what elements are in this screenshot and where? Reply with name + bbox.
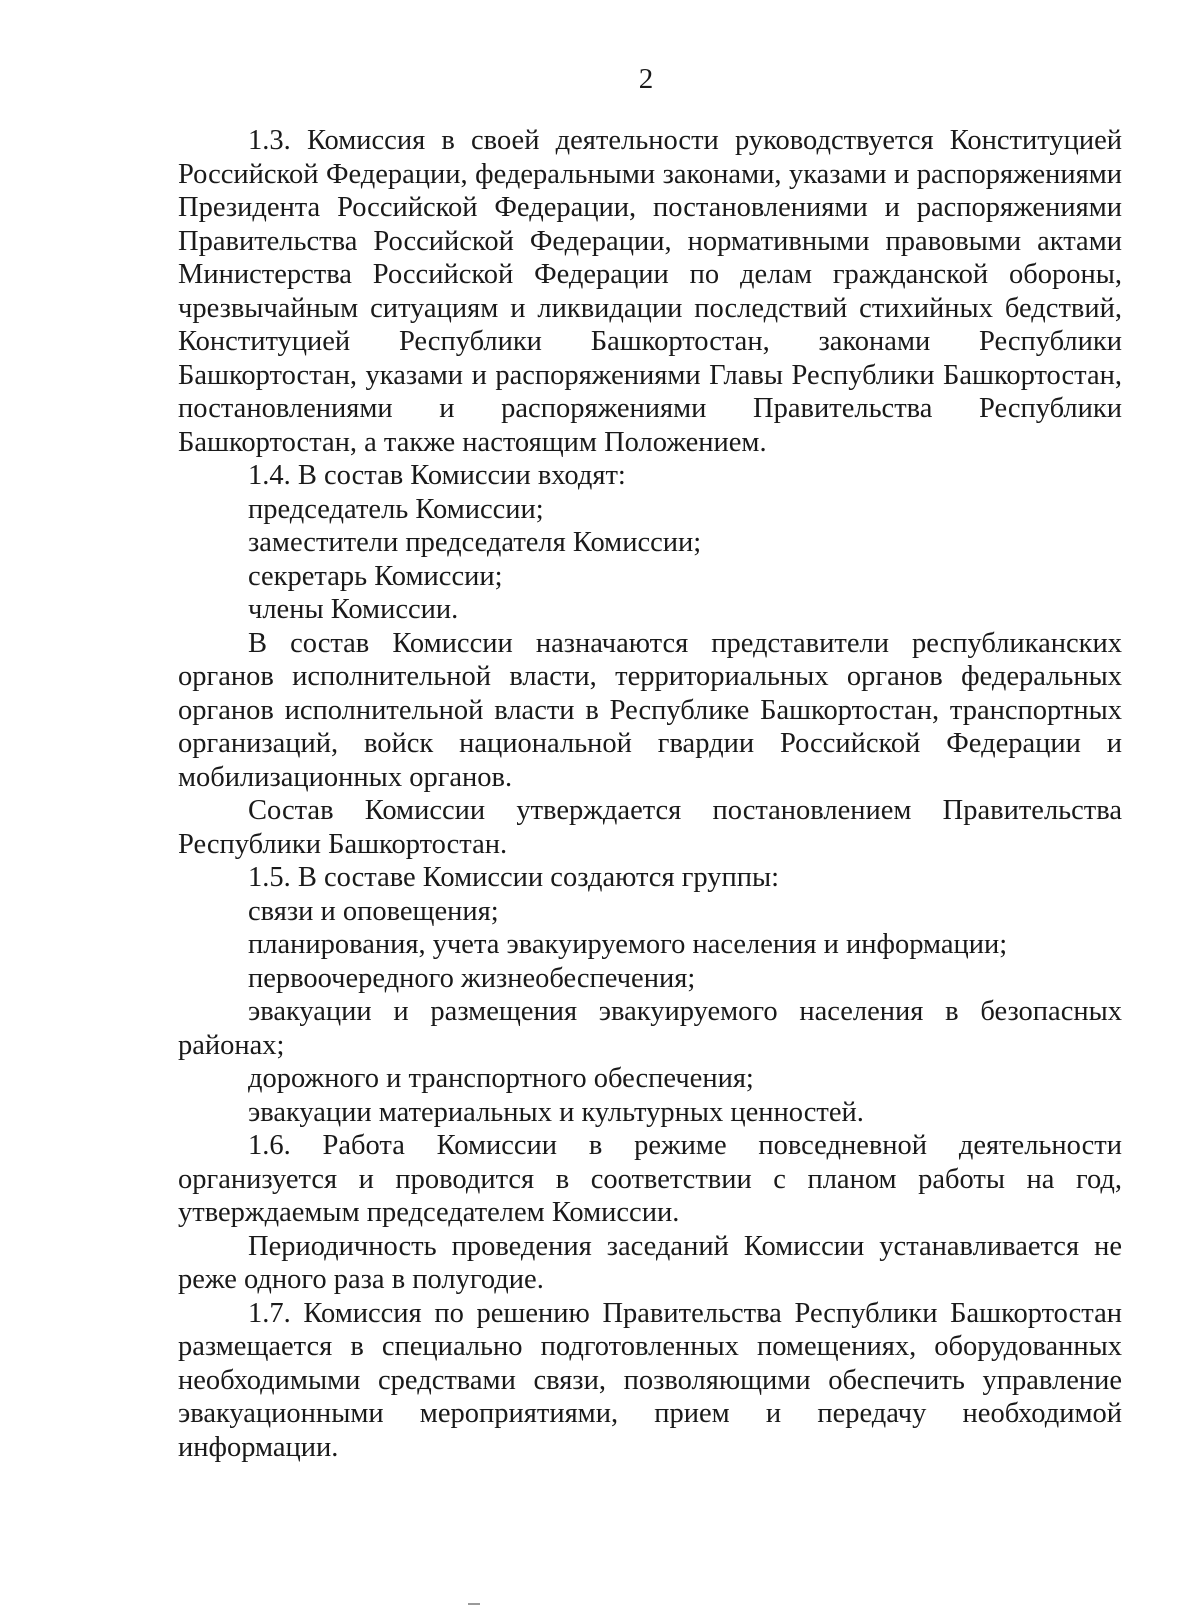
list-item-group-transport: дорожного и транспортного обеспечения; <box>248 1063 754 1094</box>
paragraph-1-6: 1.6. Работа Комиссии в режиме повседневной деятельности организуется и проводится в соответствии с планом работы на год, утверждаемым председателем Комиссии. <box>178 1130 1122 1228</box>
list-item-deputies: заместители председателя Комиссии; <box>248 527 702 558</box>
paragraph-appointment: В состав Комиссии назначаются представители республиканских органов исполнительной власти, территориальных органов федеральных органов исполнительной власти в Республике Башкортостан, транспортных организаций, войск национальной гвардии Российской Федерации и мобилизационных органов. <box>178 627 1122 793</box>
document-body <box>178 124 1122 1464</box>
list-item-chairman: председатель Комиссии; <box>248 493 544 525</box>
list-item-group-communication: связи и оповещения; <box>248 895 499 927</box>
paragraph-1-3: 1.3. Комиссия в своей деятельности руководствуется Конституцией Российской Федерации, федеральными законами, указами и распоряжениями Президента Российской Федерации, постановлениями и распоряжениями Правительства Российской Федерации, нормативными правовыми актами Министерства Российской Федерации по делам гражданской обороны, чрезвычайным ситуациям и ликвидации последствий стихийных бедствий, Конституцией Республики Башкортостан, законами Республики Башкортостан, указами и распоряжениями Главы Республики Башкортостан, постановлениями и распоряжениями Правительства Республики Башкортостан, а также настоящим Положением. <box>178 125 1122 458</box>
paragraph-meeting-frequency: Периодичность проведения заседаний Комиссии устанавливается не реже одного раза в полугодие. <box>178 1230 1122 1295</box>
paragraph-1-5: 1.5. В составе Комиссии создаются группы: <box>248 862 780 893</box>
list-item-group-planning: планирования, учета эвакуируемого населения и информации; <box>248 929 1008 960</box>
list-item-secretary: секретарь Комиссии; <box>248 560 503 592</box>
list-item-group-valuables: эвакуации материальных и культурных ценностей. <box>248 1096 864 1128</box>
list-item-members: члены Комиссии. <box>248 594 459 625</box>
paragraph-1-7: 1.7. Комиссия по решению Правительства Республики Башкортостан размещается в специально подготовленных помещениях, оборудованных необходимыми средствами связи, позволяющими обеспечить управление эвакуационными мероприятиями, прием и передачу необходимой информации. <box>178 1297 1122 1463</box>
list-item-group-evacuation-placement: эвакуации и размещения эвакуируемого населения в безопасных районах; <box>178 996 1122 1061</box>
list-item-group-life-support: первоочередного жизнеобеспечения; <box>248 962 696 994</box>
page-number: 2 <box>638 63 654 95</box>
scan-mark <box>468 1603 480 1605</box>
paragraph-approval: Состав Комиссии утверждается постановлением Правительства Республики Башкортостан. <box>178 795 1122 860</box>
paragraph-1-4: 1.4. В состав Комиссии входят: <box>248 460 626 491</box>
